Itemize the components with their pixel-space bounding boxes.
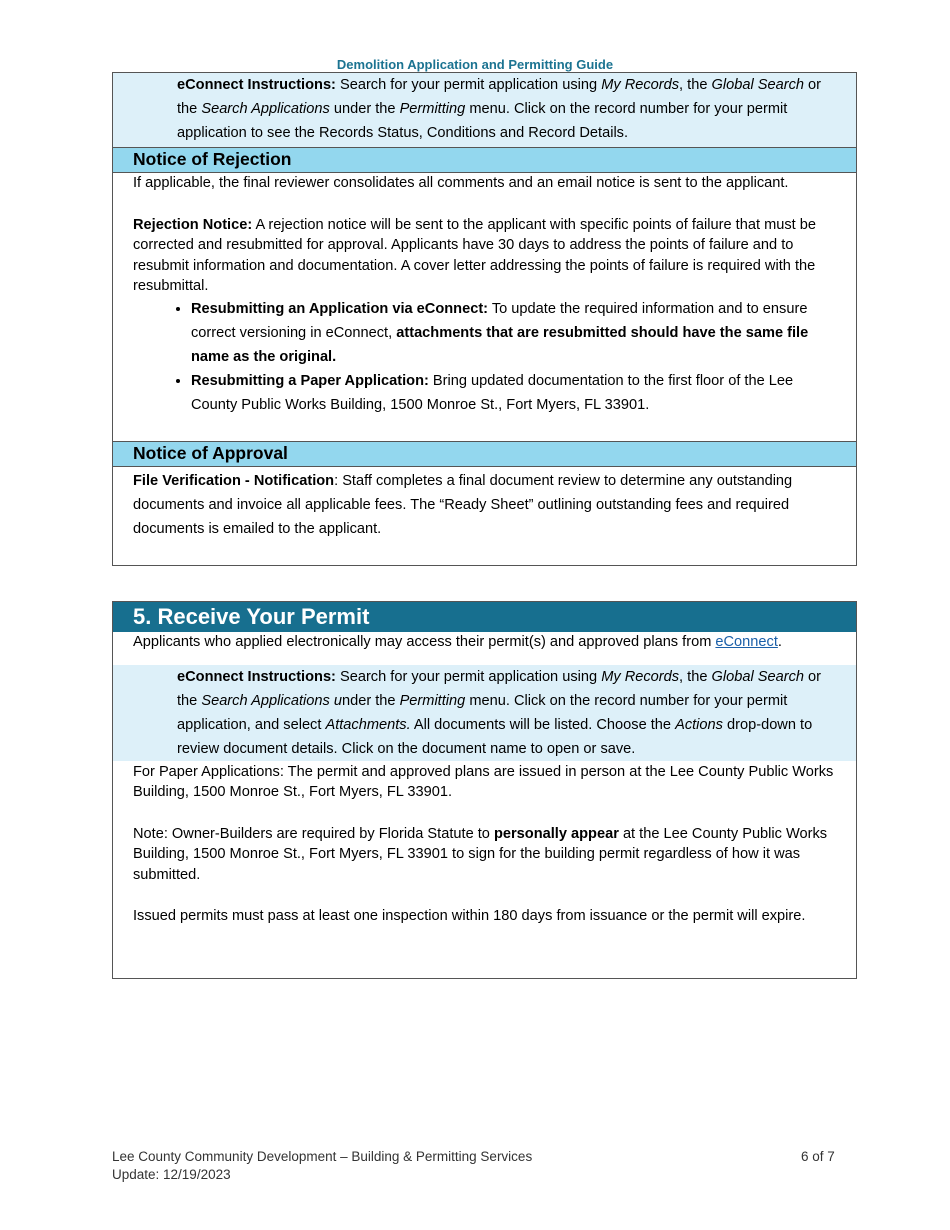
- approval-text: File Verification - Notification: Staff completes a final document review to determine any outstanding documents and invoice all applicable fees. The “Ready Sheet” outlining outstanding fees and required documents is emailed to the applicant.: [133, 473, 793, 537]
- electronic-access-text: Applicants who applied electronically may access their permit(s) and approved plans from eConnect.: [133, 634, 782, 650]
- receive-permit-section: [112, 601, 857, 979]
- notice-of-rejection-heading: Notice of Rejection: [113, 147, 856, 173]
- rejection-body: [113, 173, 856, 441]
- econnect-instructions-block: [113, 73, 856, 147]
- list-item: • Resubmitting an Application via eConnect: To update the required information and to ensure correct versioning in eConnect, attachments that are resubmitted should have the same file name as the original.: [191, 297, 836, 369]
- resubmission-list: [113, 297, 856, 417]
- paper-applications-text: For Paper Applications: The permit and approved plans are issued in person at the Lee County Public Works Building, 1500 Monroe St., Fort Myers, FL 33901.: [133, 763, 834, 800]
- econnect-instructions-block: [113, 665, 856, 761]
- page-number: 6 of 7: [801, 1149, 835, 1164]
- econnect-instructions: eConnect Instructions: Search for your permit application using My Records, the Global Search or the Search Applications under the Permitting menu. Click on the record number for your permit application, and select Attachments. All documents will be listed. Choose the Actions drop-down to review document details. Click on the document name to open or save.: [177, 668, 822, 757]
- econnect-link[interactable]: eConnect: [715, 634, 778, 650]
- econnect-instructions: eConnect Instructions: Search for your permit application using My Records, the Global Search or the Search Applications under the Permitting menu. Click on the record number for your permit application to see the Records Status, Conditions and Record Details.: [177, 77, 822, 141]
- footer-organization: Lee County Community Development – Building & Permitting Services: [112, 1149, 533, 1164]
- inspection-note: Issued permits must pass at least one inspection within 180 days from issuance or the permit will expire.: [133, 908, 806, 924]
- notice-of-approval-heading: Notice of Approval: [113, 441, 856, 467]
- footer-update-date: Update: 12/19/2023: [112, 1167, 231, 1182]
- rejection-notice: Rejection Notice: A rejection notice will be sent to the applicant with specific points of failure that must be corrected and resubmitted for approval. Applicants have 30 days to address the points of failure and to resubmit information and documentation. A cover letter addressing the points of failure is required with the resubmittal.: [133, 216, 816, 294]
- review-section: [112, 72, 857, 566]
- owner-builder-note: Note: Owner-Builders are required by Florida Statute to personally appear at the Lee County Public Works Building, 1500 Monroe St., Fort Myers, FL 33901 to sign for the building permit regardless of how it was submitted.: [133, 825, 828, 883]
- section-title: 5. Receive Your Permit: [113, 602, 856, 632]
- list-item: • Resubmitting a Paper Application: Bring updated documentation to the first floor of the Lee County Public Works Building, 1500 Monroe St., Fort Myers, FL 33901.: [191, 369, 836, 417]
- rejection-intro: If applicable, the final reviewer consolidates all comments and an email notice is sent to the applicant.: [133, 175, 789, 191]
- document-header: Demolition Application and Permitting Guide: [336, 57, 614, 72]
